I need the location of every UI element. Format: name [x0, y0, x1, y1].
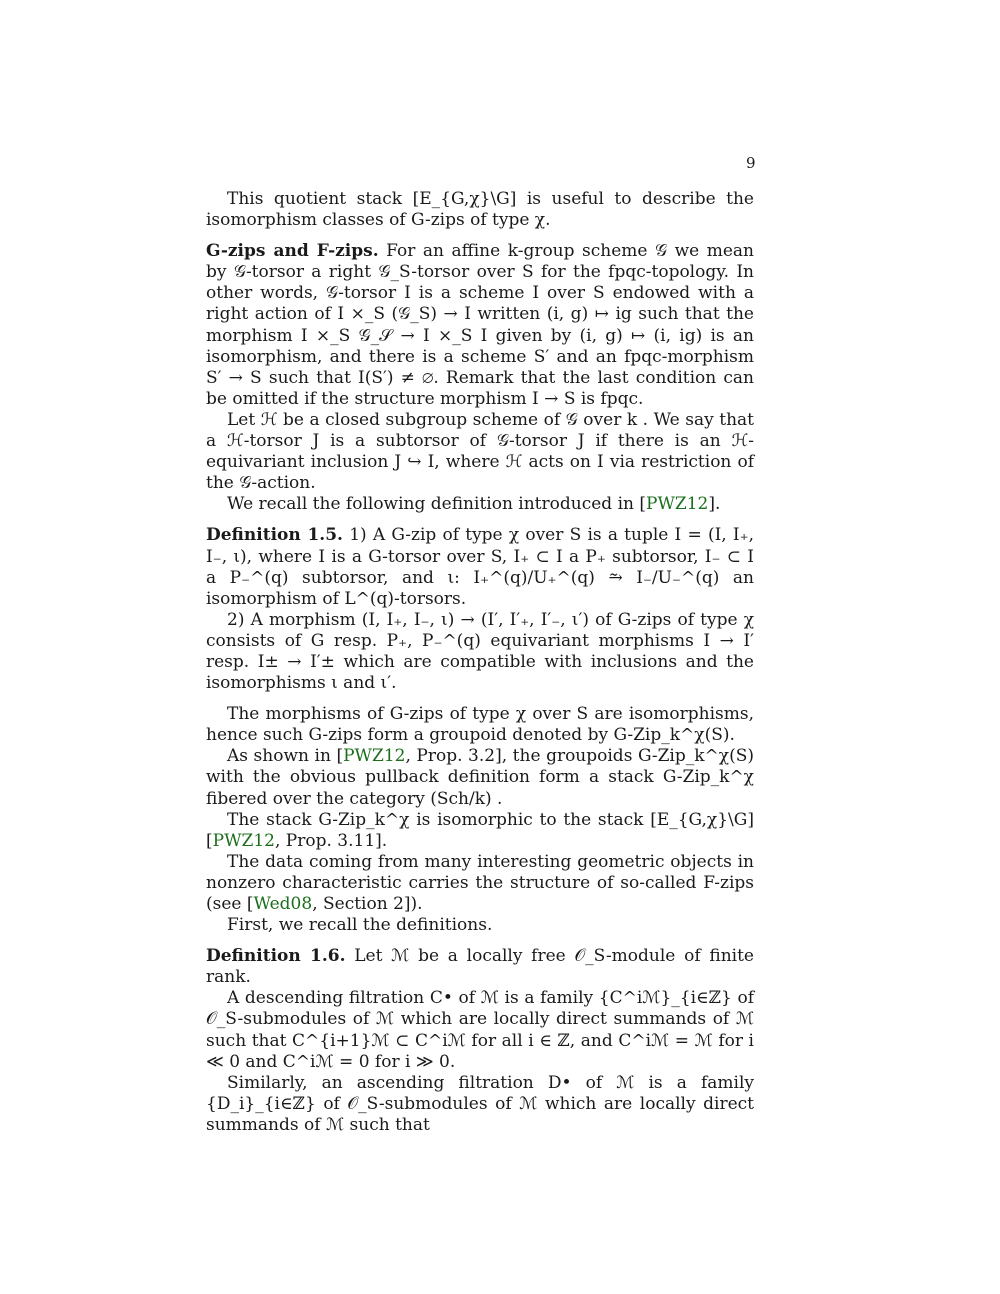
citation-wed08[interactable]: Wed08 [253, 894, 313, 914]
paragraph-subtorsor: Let ℋ be a closed subgroup scheme of 𝒢 over k . We say that a ℋ-torsor J is a subtorsor of 𝒢-torsor J if there is an ℋ-equivariant inclusion J ↪ I, where ℋ acts on I via restriction of the 𝒢-action. [206, 409, 754, 494]
text: , Section 2]). [312, 894, 423, 914]
heading-g-zips-f-zips: G-zips and F-zips. [206, 241, 379, 262]
citation-pwz12[interactable]: PWZ12 [343, 746, 406, 767]
text: ]. [708, 494, 721, 515]
paragraph-quotient-stack: This quotient stack [E_{G,χ}\G] is useful to describe the isomorphism classes of G-zips of type χ. [206, 189, 754, 231]
text: The stack G-Zip_k^χ is isomorphic to the stack [E_{G,χ}\G] [ [206, 809, 754, 851]
citation-pwz12[interactable]: PWZ12 [212, 830, 275, 851]
page-number: 9 [746, 154, 756, 172]
definition-1-5 [206, 525, 754, 609]
text: We recall the following definition introduced in [ [227, 494, 646, 515]
paragraph-isomorphic [206, 810, 754, 852]
paragraph-zips-intro [206, 241, 754, 410]
paragraph-stack [206, 746, 754, 809]
definition-1-6-label: Definition 1.6. [206, 946, 346, 967]
paragraph-recall [206, 494, 754, 515]
paragraph-text: For an affine k-group scheme 𝒢 we mean by 𝒢-torsor a right 𝒢_S-torsor over S for the fpqc-topology. In other words, 𝒢-torsor I is a scheme I over S endowed with a right action of I ×_S (𝒢_S) → I written (i, g) ↦ ig such that the morphism I ×_S 𝒢_𝒮 → I ×_S I given by (i, g) ↦ (i, ig) is an isomorphism, and there is a scheme S′ and an fpqc-morphism S′ → S such that I(S′) ≠ ∅. Remark that the last condition can be omitted if the structure morphism I → S is fpqc. [206, 241, 755, 409]
definition-ascending-filtration: Similarly, an ascending filtration D• of ℳ is a family {D_i}_{i∈ℤ} of 𝒪_S-submodules of ℳ which are locally direct summands of ℳ such that [206, 1072, 754, 1135]
paragraph-recall-definitions: First, we recall the definitions. [227, 915, 493, 936]
definition-1-6 [206, 946, 754, 988]
body-text [206, 189, 754, 1136]
text: , Prop. 3.2], the groupoids G-Zip_k^χ(S) with the obvious pullback definition form a stack G-Zip_k^χ fibered over the category (Sch/k) . [206, 746, 754, 809]
paragraph-groupoid: The morphisms of G-zips of type χ over S are isomorphisms, hence such G-zips form a groupoid denoted by G-Zip_k^χ(S). [206, 704, 754, 746]
paragraph-f-zips [206, 852, 754, 915]
text: , Prop. 3.11]. [275, 830, 388, 851]
text: The data coming from many interesting geometric objects in nonzero characteristic carries the structure of so-called F-zips (see [ [206, 851, 754, 914]
definition-1-5-part-2: 2) A morphism (I, I₊, I₋, ι) → (I′, I′₊, I′₋, ι′) of G-zips of type χ consists of G resp. P₊, P₋^(q) equivariant morphisms I → I′ resp. I± → I′± which are compatible with inclusions and the isomorphisms ι and ι′. [206, 609, 754, 694]
definition-descending-filtration: A descending filtration C• of ℳ is a family {C^iℳ}_{i∈ℤ} of 𝒪_S-submodules of ℳ which are locally direct summands of ℳ such that C^{i+1}ℳ ⊂ C^iℳ for all i ∈ ℤ, and C^iℳ = ℳ for i ≪ 0 and C^iℳ = 0 for i ≫ 0. [206, 988, 754, 1072]
text: As shown in [ [227, 746, 344, 767]
definition-1-5-label: Definition 1.5. [206, 525, 343, 546]
definition-1-5-part-1: 1) A G-zip of type χ over S is a tuple I = (I, I₊, I₋, ι), where I is a G-torsor over S, I₊ ⊂ I a P₊ subtorsor, I₋ ⊂ I a P₋^(q) subtorsor, and ι: I₊^(q)/U₊^(q) ⥲ I₋/U₋^(q) an isomorphism of L^(q)-torsors. [206, 525, 754, 609]
definition-1-6-intro: Let ℳ be a locally free 𝒪_S-module of finite rank. [206, 946, 754, 988]
citation-pwz12[interactable]: PWZ12 [646, 494, 709, 515]
